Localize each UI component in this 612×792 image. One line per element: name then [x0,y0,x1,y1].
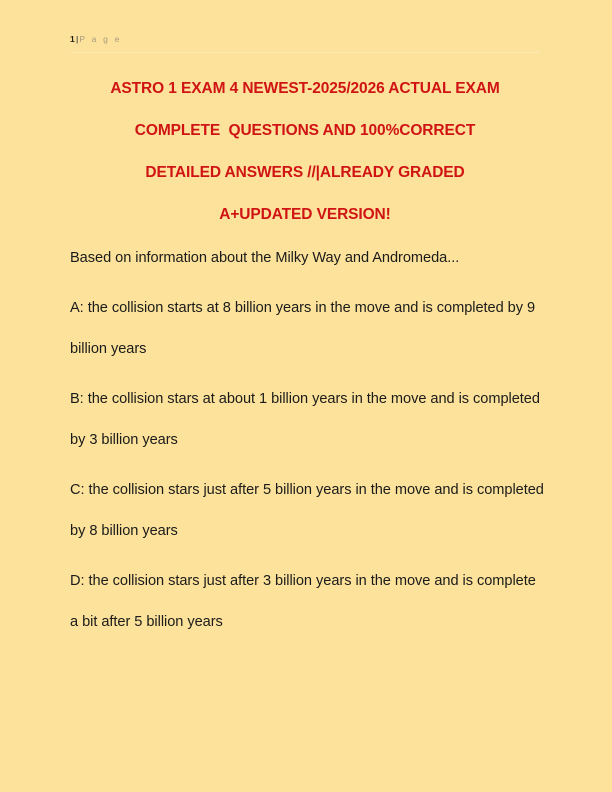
page-number: 1 [70,34,75,44]
question-body [70,238,545,643]
answer-option-b: B: the collision stars at about 1 billion years in the move and is completed by 3 billion years [70,391,540,448]
answer-option-a: A: the collision starts at 8 billion years in the move and is completed by 9 billion years [70,300,536,357]
question-stem: Based on information about the Milky Way and Andromeda... [70,250,460,266]
title-line-1: ASTRO 1 EXAM 4 NEWEST-2025/2026 ACTUAL EXAM [110,80,500,97]
header-separator: | [75,34,79,44]
exam-title-block [70,68,540,236]
page-number-header [70,33,540,45]
header-divider [70,52,540,53]
answer-option-c: C: the collision stars just after 5 billion years in the move and is completed by 8 billion years [70,482,544,539]
title-line-2: COMPLETE QUESTIONS AND 100%CORRECT [134,122,476,139]
title-line-4: A+UPDATED VERSION! [219,206,391,223]
title-line-3: DETAILED ANSWERS //|ALREADY GRADED [145,164,465,181]
answer-option-d: D: the collision stars just after 3 billion years in the move and is complete a bit after 5 billion years [70,573,536,630]
page-label: P a g e [79,34,122,44]
